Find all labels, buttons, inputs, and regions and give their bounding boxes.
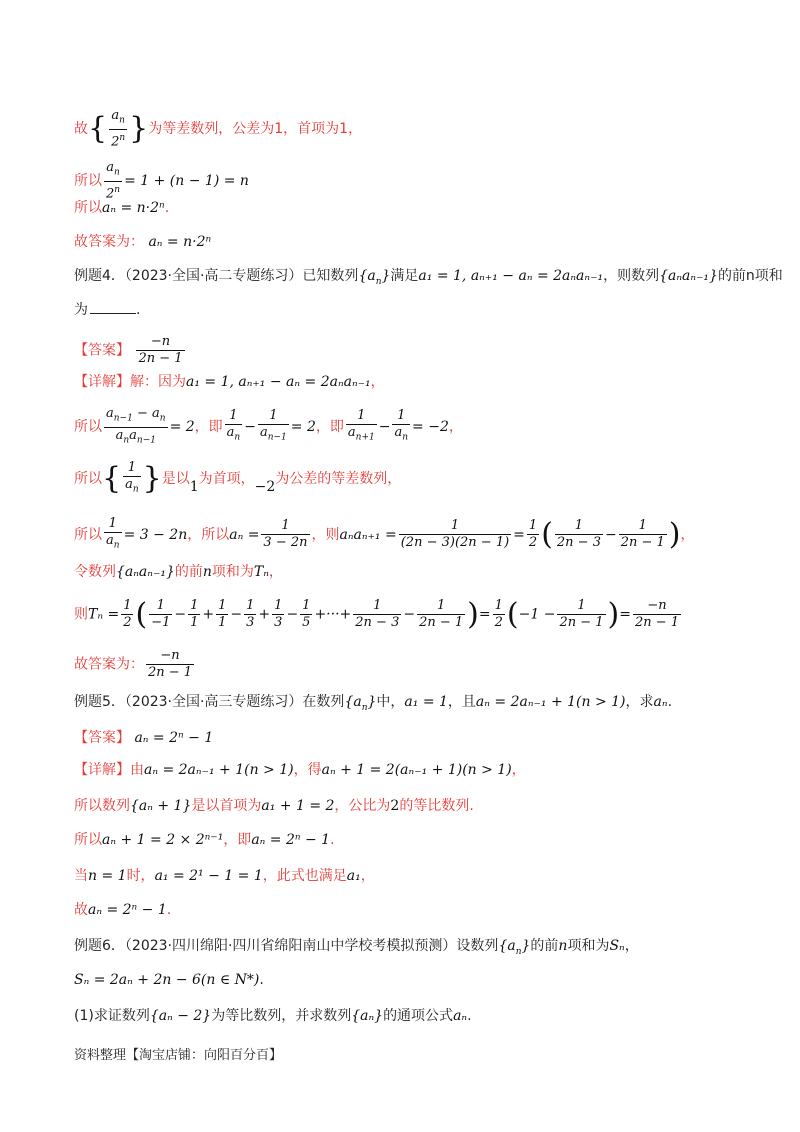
text: 是以首项为 <box>191 798 262 814</box>
math: = −2 <box>412 419 449 436</box>
footer-source: 资料整理【淘宝店铺：向阳百分百】 <box>74 1048 283 1063</box>
math: Tₙ <box>253 564 269 580</box>
text: ，则数列 <box>603 268 660 284</box>
text: 所以数列 <box>74 798 130 814</box>
answer-blank <box>90 313 136 314</box>
fraction-answer: $\frac{-n}{2n - 1}$ <box>138 334 183 366</box>
fraction: $\frac{1}{1}$ <box>218 598 227 630</box>
example-5-question <box>74 692 672 718</box>
text: 的等比数列. <box>399 798 474 814</box>
brace: } <box>129 110 149 146</box>
fraction-an-over-2n: $\frac{a_n}{2^n}$ <box>106 160 121 201</box>
fraction-3: $\frac{1}{a_{n-1}}$ <box>258 408 289 446</box>
text: 解：因为 <box>130 374 186 390</box>
math: 2 <box>390 798 400 814</box>
text: 所以 <box>74 419 102 436</box>
fraction: $\frac{1}{2}$ <box>123 598 132 630</box>
math: a₁ = 1, aₙ₊₁ − aₙ = 2aₙaₙ₋₁ <box>418 268 604 284</box>
detail-5-line-a <box>74 760 526 780</box>
text: 为等比数列，并求数列 <box>211 1008 352 1024</box>
math: = <box>619 606 631 623</box>
text: . <box>467 1008 472 1024</box>
text: ， <box>624 938 639 954</box>
math: a₁ = 2¹ − 1 = 1 <box>154 868 263 884</box>
math: aₙ + 1 = 2(aₙ₋₁ + 1)(n > 1) <box>321 762 512 778</box>
math: {aₙaₙ₋₁} <box>659 268 718 284</box>
text: ，公比为 <box>334 798 391 814</box>
text: 所以 <box>74 526 102 543</box>
text: . <box>330 832 335 848</box>
text: 的前 <box>530 938 559 954</box>
detail-4-line-a <box>74 372 385 392</box>
math: {aₙ − 2} <box>149 1008 212 1024</box>
line-equation-2 <box>74 198 169 218</box>
text: 为公差的等差数列， <box>275 470 402 487</box>
math: = <box>513 526 525 543</box>
detail-5-line-c <box>74 830 335 850</box>
fraction: $\frac{1}{-1}$ <box>151 598 171 630</box>
fraction-5: $\frac{1}{a_n}$ <box>392 408 410 446</box>
text: ，所以 <box>187 526 230 543</box>
text: 则 <box>74 606 88 623</box>
math: n <box>202 564 212 580</box>
text: 例题4．（2023·全国·高二专题练习）已知数列 <box>74 268 359 284</box>
text: . <box>136 302 141 318</box>
math: = 2 <box>290 419 316 436</box>
text: (1)求证数列 <box>74 1008 150 1024</box>
math: aₙ <box>453 1008 468 1024</box>
fraction: $\frac{-n}{2n - 1}$ <box>634 598 680 630</box>
text: ，得 <box>293 762 322 778</box>
math: a₁ <box>346 868 361 884</box>
text: 是以 <box>161 470 190 487</box>
fraction: $\frac{1}{2n - 1}$ <box>559 598 604 630</box>
text: ，即 <box>315 419 344 436</box>
detail-5-line-d <box>74 866 375 886</box>
text: 中， <box>376 694 405 710</box>
text: ，即 <box>194 419 223 436</box>
example-6-question-1 <box>74 1006 472 1026</box>
line-arith-seq-conclusion <box>74 108 362 150</box>
math: = 3 − 2n <box>123 526 188 543</box>
text: 满足 <box>390 268 419 284</box>
math: −2 <box>254 478 276 495</box>
text: 的前 <box>174 564 203 580</box>
text: 故 <box>74 902 88 918</box>
fraction: $\frac{1}{2n - 1}$ <box>620 518 665 551</box>
text: . <box>164 200 170 216</box>
math: aₙ = 2aₙ₋₁ + 1(n > 1) <box>144 762 294 778</box>
detail-tag: 【详解】 <box>74 762 130 778</box>
text: 令数列 <box>74 564 116 580</box>
text: 故答案为： <box>74 234 144 250</box>
text: ，且 <box>447 694 476 710</box>
text: 的前n项和 <box>717 268 783 284</box>
math: aₙ = 2ⁿ − 1 <box>251 832 331 848</box>
fraction-an-over-2n: $\frac{a_n}{2^n}$ <box>111 108 126 149</box>
text: . <box>667 694 673 710</box>
text: 时， <box>126 868 155 884</box>
math: Sₙ <box>609 938 625 954</box>
text: 当 <box>74 868 88 884</box>
text: ，则 <box>311 526 340 543</box>
math: {aₙaₙ₋₁} <box>116 564 175 580</box>
text: 项和为 <box>211 564 254 580</box>
text: ，此式也满足 <box>262 868 347 884</box>
text: ) <box>607 596 620 632</box>
fraction-4: $\frac{1}{a_{n+1}}$ <box>346 408 377 446</box>
math-seq-an: $\{a_n\}$ <box>358 268 391 287</box>
brace: { <box>102 460 122 496</box>
answer-5 <box>74 728 213 748</box>
text: ) <box>668 516 681 552</box>
fraction-answer: $\frac{-n}{2n - 1}$ <box>148 648 193 680</box>
text: 为 <box>74 302 88 318</box>
math: aₙ = 2ⁿ − 1 <box>134 730 214 746</box>
math: {aₙ + 1} <box>130 798 192 814</box>
text: ， <box>680 526 695 543</box>
fraction-2: $\frac{1}{a_n}$ <box>225 408 243 446</box>
text: ， <box>511 762 526 778</box>
line-equation-1 <box>74 160 249 202</box>
example-6-line2 <box>74 970 264 990</box>
text: 故答案为： <box>74 656 144 673</box>
text: ) <box>467 596 479 632</box>
answer-4 <box>74 334 187 367</box>
text: ( <box>135 596 148 632</box>
math: a₁ = 1, aₙ₊₁ − aₙ = 2aₙaₙ₋₁ <box>186 374 371 390</box>
detail-tag: 【详解】 <box>74 374 130 390</box>
detail-4-line-d: 所以 $\frac{1}{a_n}$ = 3 − 2n，所以aₙ = $\frac{1}{3 - 2n}$ ，则aₙaₙ₊₁ = $\frac{1}{(2n - 3)(2n - 1)}$ = $\frac{1}{2}$ ( $\frac{1}{2n - 3}$ − $\frac{1}{2n - 1}$ )， <box>74 516 695 552</box>
math: n = 1 <box>88 868 127 884</box>
detail-4-line-e <box>74 562 283 582</box>
fraction: $\frac{1}{2n - 3}$ <box>355 598 400 630</box>
text: 的通项公式 <box>383 1008 454 1024</box>
text: 例题6．（2023·四川绵阳·四川省绵阳南山中学校考模拟预测）设数列 <box>74 938 499 954</box>
brace: { <box>88 110 108 146</box>
fraction: $\frac{1}{3}$ <box>246 598 255 630</box>
text: ，即 <box>223 832 252 848</box>
math: aₙ = 2aₙ₋₁ + 1(n > 1) <box>475 694 626 710</box>
text: ， <box>360 868 375 884</box>
detail-4-line-g <box>74 648 196 681</box>
text: 故 <box>74 120 88 137</box>
text: . <box>166 902 172 918</box>
text: ，求 <box>625 694 654 710</box>
fraction: $\frac{1}{2n - 1}$ <box>419 598 464 630</box>
math-seq-an: $\{a_n\}$ <box>344 694 377 713</box>
text: ( <box>506 596 519 632</box>
detail-4-line-f: 则Tₙ = $\frac{1}{2}$ ( $\frac{1}{-1}$ − $\frac{1}{1}$ + $\frac{1}{1}$ − $\frac{1}{3}$ + $\frac{1}{3}$ − $\frac{1}{5}$ +···+ $\frac{1}{2n - 3}$ − $\frac{1}{2n - 1}$ )= $\frac{1}{2}$ (−1 − $\frac{1}{2n - 1}$ )= $\frac{-n}{2n - 1}$ <box>74 596 680 632</box>
fraction: $\frac{1}{2}$ <box>528 518 538 551</box>
math: Tₙ = <box>88 606 120 623</box>
text: 例题5．（2023·全国·高三专题练习）在数列 <box>74 694 345 710</box>
example-4-question <box>74 266 783 292</box>
math: = <box>478 606 491 623</box>
text: ， <box>448 419 463 436</box>
text: 为首项， <box>198 470 255 487</box>
text: ， <box>370 374 385 390</box>
text: ， <box>268 564 283 580</box>
detail-5-line-b <box>74 796 474 816</box>
fraction: $\frac{1}{3}$ <box>274 598 283 630</box>
text: . <box>259 972 264 988</box>
text: 所以 <box>74 832 102 848</box>
fraction: $\frac{1}{(2n - 3)(2n - 1)}$ <box>400 518 510 551</box>
fraction: $\frac{1}{a_n}$ <box>104 516 122 554</box>
math-seq-an: $\{a_n\}$ <box>498 938 531 957</box>
answer-tag: 【答案】 <box>74 730 130 746</box>
fraction: $\frac{1}{1}$ <box>190 598 199 630</box>
answer-tag: 【答案】 <box>74 342 130 359</box>
brace: } <box>142 460 162 496</box>
math: = 2 <box>169 419 195 436</box>
detail-4-line-c <box>74 460 401 498</box>
detail-5-line-e <box>74 900 171 920</box>
math: Sₙ = 2aₙ + 2n − 6(n ∈ N*) <box>74 972 260 988</box>
fraction-1: $\frac{a_{n-1} - a_n}{a_na_{n-1}}$ <box>104 406 168 448</box>
math: a₁ + 1 = 2 <box>261 798 335 814</box>
math: n <box>558 938 568 954</box>
detail-4-line-b: 所以 $\frac{a_{n-1} - a_n}{a_na_{n-1}}$ = 2，即 $\frac{1}{a_n}$ − $\frac{1}{a_{n-1}}$ = 2，即 $\frac{1}{a_{n+1}}$ − $\frac{1}{a_n}$ = −2， <box>74 406 463 448</box>
line-answer <box>74 232 211 252</box>
math: aₙaₙ₊₁ = <box>339 526 397 543</box>
math: aₙ = <box>229 526 260 543</box>
fraction: $\frac{1}{5}$ <box>302 598 311 630</box>
text: 由 <box>130 762 144 778</box>
text: 所以 <box>74 470 102 487</box>
math: aₙ <box>653 694 668 710</box>
text: 所以 <box>74 200 102 216</box>
math: = 1 + (n − 1) = n <box>124 172 249 189</box>
fraction: $\frac{1}{2}$ <box>494 598 503 630</box>
text: 所以 <box>74 172 102 189</box>
example-6-question <box>74 936 639 962</box>
fraction: $\frac{1}{2n - 3}$ <box>556 518 601 551</box>
fraction: $\frac{1}{3 - 2n}$ <box>263 518 308 551</box>
math: 1 <box>189 478 199 495</box>
text: 为等差数列，公差为1，首项为1， <box>148 120 363 137</box>
math: a₁ = 1 <box>404 694 448 710</box>
text: ( <box>541 516 553 552</box>
math: {aₙ} <box>351 1008 384 1024</box>
example-4-question-line2 <box>74 300 140 320</box>
math: aₙ = 2ⁿ − 1 <box>88 902 167 918</box>
math: aₙ = n·2ⁿ <box>148 234 212 250</box>
fraction-1-over-an: $\frac{1}{a_n}$ <box>123 460 141 498</box>
text: 项和为 <box>567 938 610 954</box>
math: aₙ + 1 = 2 × 2ⁿ⁻¹ <box>102 832 224 848</box>
math: aₙ = n·2ⁿ <box>102 200 165 216</box>
